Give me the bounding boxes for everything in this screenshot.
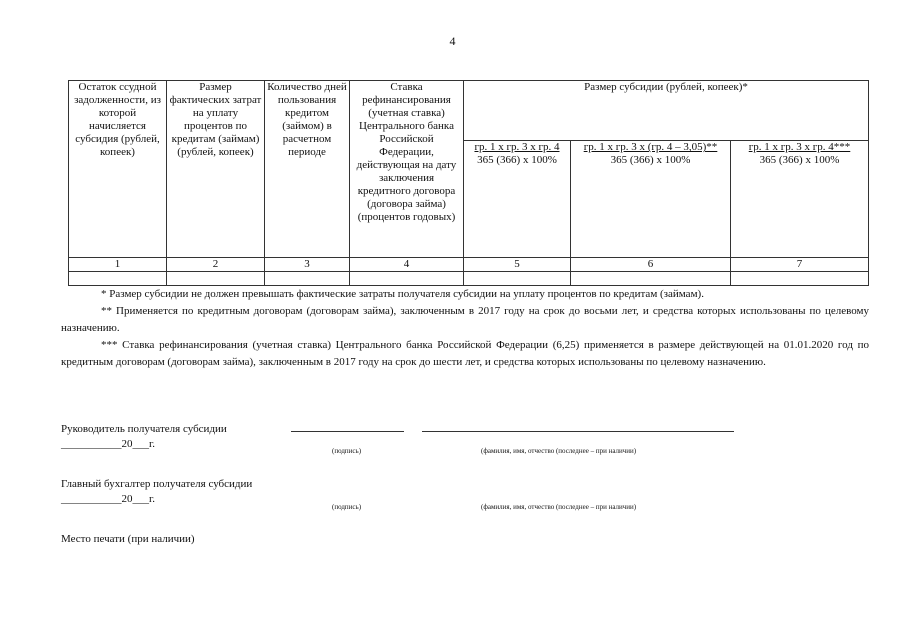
name-caption: (фамилия, имя, отчество (последнее – при наличии) [481, 447, 637, 455]
footnote-2: ** Применяется по кредитным договорам (договорам займа), заключенным в 2017 году на срок до восьми лет, и средства которых использованы по целевому назначению. [61, 305, 869, 334]
seal-place: Место печати (при наличии) [61, 533, 195, 545]
name-line[interactable] [422, 431, 734, 432]
signature-title: Руководитель получателя субсидии [61, 423, 227, 435]
signature-caption: (подпись) [332, 447, 362, 455]
empty-cell[interactable] [167, 272, 265, 286]
formula-denominator: 365 (366) x 100% [477, 154, 557, 167]
column-number: 1 [69, 258, 167, 272]
footnotes [61, 286, 869, 371]
column-number: 3 [265, 258, 350, 272]
empty-data-row [69, 272, 869, 286]
formula-col-6 [571, 141, 731, 258]
column-number: 6 [571, 258, 731, 272]
page-number: 4 [449, 34, 456, 48]
signature-date-line: ___________20___г. [61, 438, 156, 450]
signature-date-line: ___________20___г. [61, 493, 156, 505]
header-col-3: Количество дней пользования кредитом (займом) в расчетном периоде [265, 81, 350, 258]
column-number: 5 [464, 258, 571, 272]
footnote-1: * Размер субсидии не должен превышать фактические затраты получателя субсидии на уплату процентов по кредитам (займам). [101, 288, 704, 300]
column-number: 7 [731, 258, 869, 272]
formula-numerator: гр. 1 x гр. 3 x гр. 4 [474, 141, 560, 154]
column-number: 2 [167, 258, 265, 272]
formula-numerator: гр. 1 x гр. 3 x гр. 4*** [748, 141, 851, 154]
subsidy-table [68, 80, 869, 286]
empty-cell[interactable] [571, 272, 731, 286]
formula-denominator: 365 (366) x 100% [610, 154, 691, 167]
header-col-4: Ставка рефинансирования (учетная ставка) Центрального банка Российской Федерации, действующая на дату заключения кредитного договора (договора займа) (процентов годовых) [350, 81, 464, 258]
column-number-row [69, 258, 869, 272]
signature-line[interactable] [291, 431, 404, 432]
empty-cell[interactable] [265, 272, 350, 286]
signature-caption: (подпись) [332, 503, 362, 511]
header-col-2: Размер фактических затрат на уплату процентов по кредитам (займам) (рублей, копеек) [167, 81, 265, 258]
signature-block-accountant [61, 477, 252, 507]
column-number: 4 [350, 258, 464, 272]
formula-numerator: гр. 1 x гр. 3 x (гр. 4 – 3,05)** [583, 141, 718, 154]
formula-denominator: 365 (366) x 100% [759, 154, 840, 167]
name-caption: (фамилия, имя, отчество (последнее – при наличии) [481, 503, 637, 511]
signature-title: Главный бухгалтер получателя субсидии [61, 478, 253, 490]
header-col-1: Остаток ссудной задолженности, из которой начисляется субсидия (рублей, копеек) [69, 81, 167, 258]
empty-cell[interactable] [464, 272, 571, 286]
subsidy-header: Размер субсидии (рублей, копеек)* [464, 81, 869, 141]
empty-cell[interactable] [350, 272, 464, 286]
formula-col-7 [731, 141, 869, 258]
empty-cell[interactable] [69, 272, 167, 286]
empty-cell[interactable] [731, 272, 869, 286]
signature-block-head [61, 422, 227, 452]
footnote-3: *** Ставка рефинансирования (учетная ставка) Центрального банка Российской Федерации (6,25) применяется в размере действующей на 01.01.2020 год по кредитным договорам (договорам займа), заключенным в 2017 году на срок до шести лет, и средства которых использованы по целевому назначению. [61, 339, 869, 368]
formula-col-5 [464, 141, 571, 258]
table-header-row [69, 81, 869, 141]
